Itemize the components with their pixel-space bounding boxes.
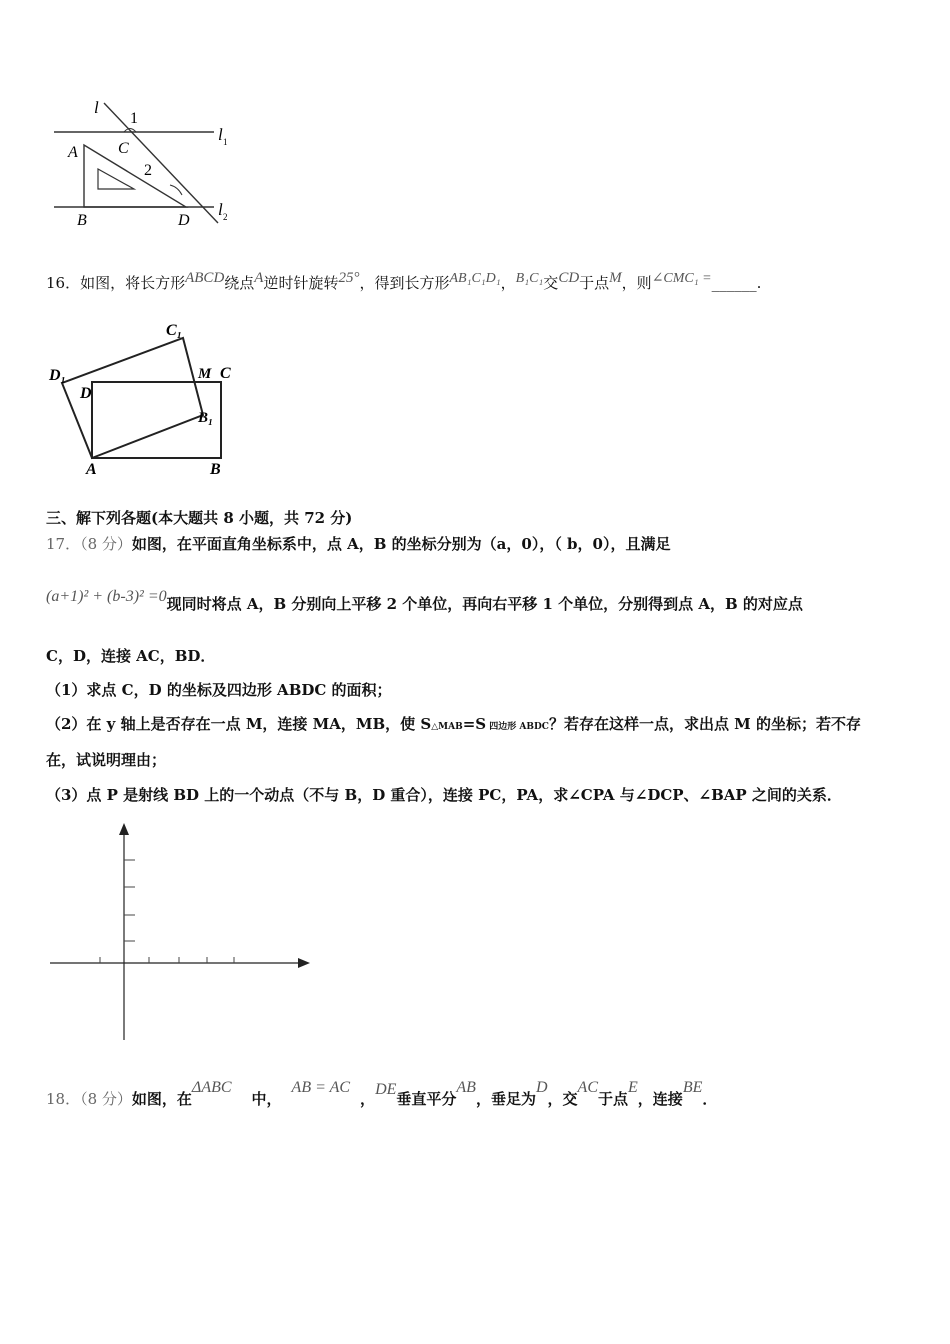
q16-math-abcd: ABCD	[185, 270, 225, 286]
q17-text: ？若存在这样一点，求出点 M 的坐标；若不存	[548, 715, 862, 733]
q18-math: DE	[375, 1081, 397, 1098]
label-C: C	[220, 365, 231, 382]
q18-number: 18．	[46, 1090, 81, 1108]
question-17-line2	[46, 588, 803, 614]
q16-text: ，	[500, 274, 516, 292]
q16-math-cd: CD	[558, 270, 580, 286]
label-angle-1: 1	[130, 110, 138, 127]
q18-math: D	[535, 1079, 548, 1096]
figure-parallel-lines	[46, 95, 246, 230]
q18-math: ΔABC	[191, 1079, 232, 1096]
q16-math-ab1c1d1: AB₁C₁D₁	[449, 271, 501, 286]
q18-score: （8 分）	[80, 1090, 132, 1108]
line-l	[104, 103, 218, 223]
q18-text: ，	[360, 1090, 376, 1108]
label-M: M	[198, 366, 212, 382]
q16-math-cmc1: ∠CMC₁ =	[651, 271, 712, 286]
q16-math-a: A	[254, 270, 264, 286]
q16-text: 如图，将长方形	[80, 274, 186, 292]
label-C: C	[118, 140, 129, 157]
q17-score: （8 分）	[80, 535, 132, 553]
q18-math: AB	[456, 1079, 476, 1096]
label-C1: C₁	[166, 322, 183, 339]
label-l1: l	[218, 125, 223, 144]
question-17-line3: C，D，连接 AC，BD．	[46, 647, 216, 665]
q16-math-angle: 25°	[338, 270, 360, 286]
q17-subscript: △MAB	[431, 722, 463, 732]
q18-math: E	[628, 1079, 638, 1096]
label-A: A	[68, 144, 78, 161]
label-angle-2: 2	[144, 162, 152, 179]
question-17-part3: （3）点 P 是射线 BD 上的一个动点（不与 B，D 重合），连接 PC，PA，求∠CPA 与∠DCP、∠BAP 之间的关系．	[46, 786, 842, 804]
label-l: l	[94, 98, 99, 117]
q16-text: ，得到长方形	[359, 274, 450, 292]
angle-2-arc	[170, 185, 182, 195]
q18-text: 如图，在	[131, 1090, 192, 1108]
question-18	[46, 1079, 718, 1109]
q16-math-b1c1: B₁C₁	[515, 271, 544, 286]
q17-text: 现同时将点 A，B 分别向上平移 2 个单位，再向右平移 1 个单位，分别得到点 A，B 的对应点	[166, 595, 803, 613]
label-B: B	[210, 461, 221, 478]
label-l1-sub: 1	[223, 137, 228, 147]
q16-text: 交	[543, 274, 559, 292]
label-D: D	[178, 212, 190, 229]
question-16	[46, 272, 761, 293]
q18-math: BE	[682, 1079, 703, 1096]
label-D: D	[80, 385, 92, 402]
q18-math: AC	[577, 1079, 598, 1096]
q18-text: ，交	[547, 1090, 578, 1108]
label-B: B	[77, 212, 87, 229]
q17-text: =S	[462, 715, 487, 733]
q18-text: 于点	[598, 1090, 629, 1108]
label-l2-sub: 2	[223, 212, 228, 222]
q16-text: .	[756, 274, 762, 292]
figure-rotated-rectangles	[46, 318, 246, 478]
q16-math-m: M	[609, 270, 622, 286]
q18-text: 垂直平分	[396, 1090, 457, 1108]
q17-equation: (a+1)² + (b-3)² =0	[46, 588, 167, 605]
q17-text: 如图，在平面直角坐标系中，点 A，B 的坐标分别为（a，0），（ b，0），且满足	[131, 535, 671, 553]
question-17-part2	[46, 713, 861, 734]
section-heading: 三、解下列各题(本大题共 8 小题，共 72 分)	[46, 509, 353, 527]
question-17-line1	[46, 533, 670, 554]
triangle-ruler	[84, 145, 186, 207]
question-17-part1: （1）求点 C，D 的坐标及四边形 ABDC 的面积；	[46, 681, 392, 699]
label-A: A	[86, 461, 97, 478]
label-l2: l	[218, 200, 223, 219]
q16-number: 16．	[46, 274, 81, 292]
q16-text: ，则	[621, 274, 652, 292]
q18-math: AB = AC	[291, 1079, 351, 1096]
label-D1: D₁	[49, 367, 67, 384]
q17-text: （2）在 y 轴上是否存在一点 M，连接 MA，MB，使 S	[46, 715, 432, 733]
q18-text: ．	[702, 1090, 718, 1108]
answer-blank[interactable]: ______	[711, 274, 757, 292]
label-B1: B₁	[198, 410, 214, 426]
y-axis-arrow	[119, 823, 129, 835]
q17-subscript: 四边形 ABDC	[486, 722, 549, 732]
figure-coordinate-axes	[46, 820, 316, 1045]
x-axis-arrow	[298, 958, 310, 968]
q16-text: 绕点	[224, 274, 255, 292]
q16-text: 逆时针旋转	[263, 274, 339, 292]
q17-number: 17．	[46, 535, 81, 553]
question-17-part2-cont: 在，试说明理由；	[46, 751, 167, 769]
q18-text: ，垂足为	[475, 1090, 536, 1108]
q18-text: 中，	[251, 1090, 282, 1108]
q18-text: ，连接	[637, 1090, 683, 1108]
q16-text: 于点	[579, 274, 610, 292]
